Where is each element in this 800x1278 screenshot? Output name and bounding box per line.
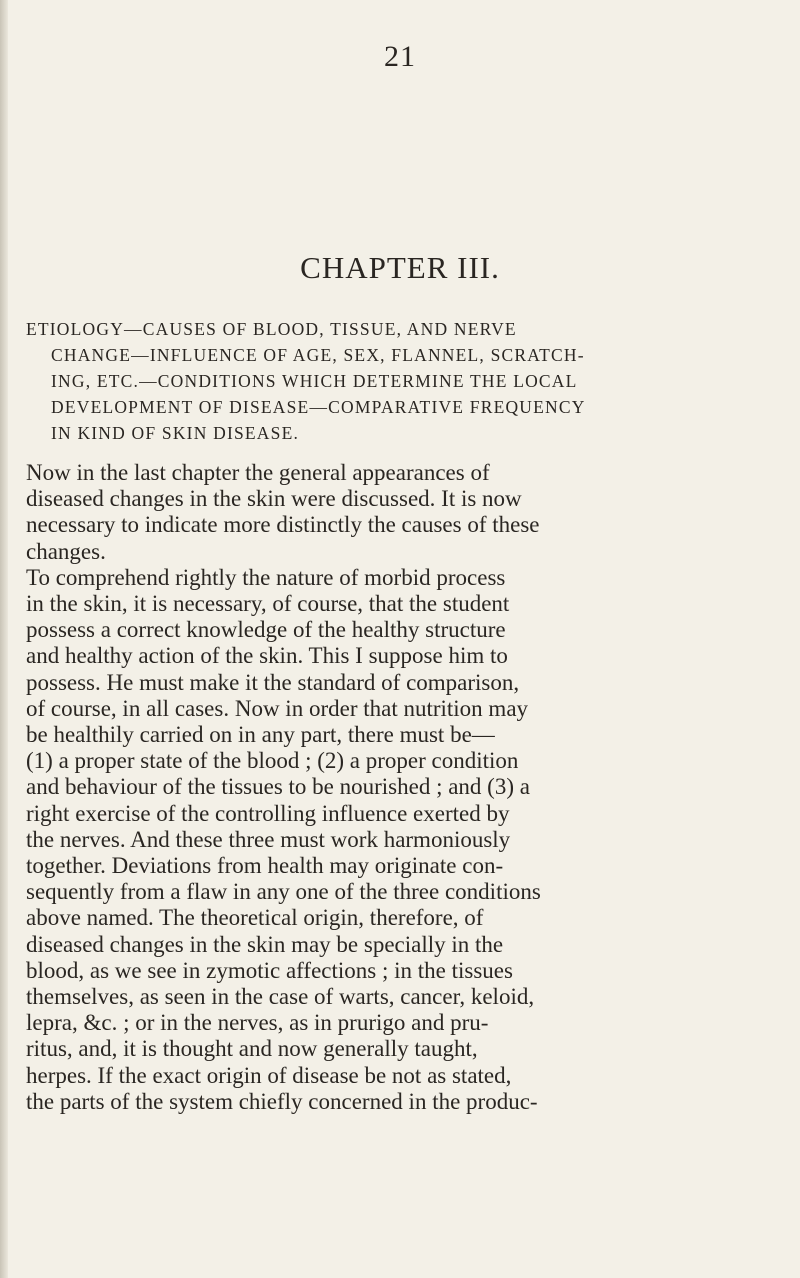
- page-gutter-shadow: [0, 0, 8, 1278]
- summary-line: ING, ETC.—CONDITIONS WHICH DETERMINE THE LOCAL: [51, 371, 578, 391]
- text-line: and behaviour of the tissues to be nourished ; and (3) a: [26, 774, 530, 800]
- summary-line: ETIOLOGY—CAUSES OF BLOOD, TISSUE, AND NERVE: [26, 319, 517, 339]
- text-line: (1) a proper state of the blood ; (2) a proper condition: [26, 748, 519, 774]
- chapter-summary: [26, 316, 746, 446]
- text-line: the parts of the system chiefly concerned in the produc-: [26, 1088, 538, 1114]
- text-line: changes.: [26, 538, 106, 564]
- text-line: ritus, and, it is thought and now generally taught,: [26, 1036, 478, 1062]
- text-line: of course, in all cases. Now in order that nutrition may: [26, 695, 529, 721]
- text-line: in the skin, it is necessary, of course, that the student: [26, 591, 510, 617]
- text-line: diseased changes in the skin may be specially in the: [26, 931, 504, 957]
- page-number: 21: [384, 40, 416, 73]
- text-line: right exercise of the controlling influence exerted by: [26, 800, 510, 826]
- summary-line: DEVELOPMENT OF DISEASE—COMPARATIVE FREQUENCY: [51, 397, 586, 417]
- text-line: necessary to indicate more distinctly the causes of these: [26, 512, 540, 538]
- text-line: above named. The theoretical origin, therefore, of: [26, 905, 484, 931]
- text-line: themselves, as seen in the case of warts, cancer, keloid,: [26, 984, 535, 1010]
- body-text: [26, 460, 746, 1115]
- text-line: and healthy action of the skin. This I suppose him to: [26, 643, 508, 669]
- text-line: be healthily carried on in any part, there must be—: [26, 722, 495, 748]
- text-line: lepra, &c. ; or in the nerves, as in prurigo and pru-: [26, 1010, 489, 1036]
- text-line: possess. He must make it the standard of comparison,: [26, 669, 520, 695]
- text-line: the nerves. And these three must work harmoniously: [26, 826, 511, 852]
- text-line: sequently from a flaw in any one of the three conditions: [26, 879, 541, 905]
- text-line: diseased changes in the skin were discussed. It is now: [26, 486, 522, 512]
- summary-line: CHANGE—INFLUENCE OF AGE, SEX, FLANNEL, SCRATCH-: [51, 345, 585, 365]
- summary-line: IN KIND OF SKIN DISEASE.: [51, 423, 300, 443]
- text-line: blood, as we see in zymotic affections ; in the tissues: [26, 957, 513, 983]
- text-line: herpes. If the exact origin of disease be not as stated,: [26, 1062, 512, 1088]
- chapter-title: CHAPTER III.: [300, 250, 500, 285]
- text-line: To comprehend rightly the nature of morbid process: [26, 564, 506, 590]
- text-line: together. Deviations from health may originate con-: [26, 853, 504, 879]
- text-line: Now in the last chapter the general appearances of: [26, 460, 490, 485]
- text-line: possess a correct knowledge of the healthy structure: [26, 617, 506, 643]
